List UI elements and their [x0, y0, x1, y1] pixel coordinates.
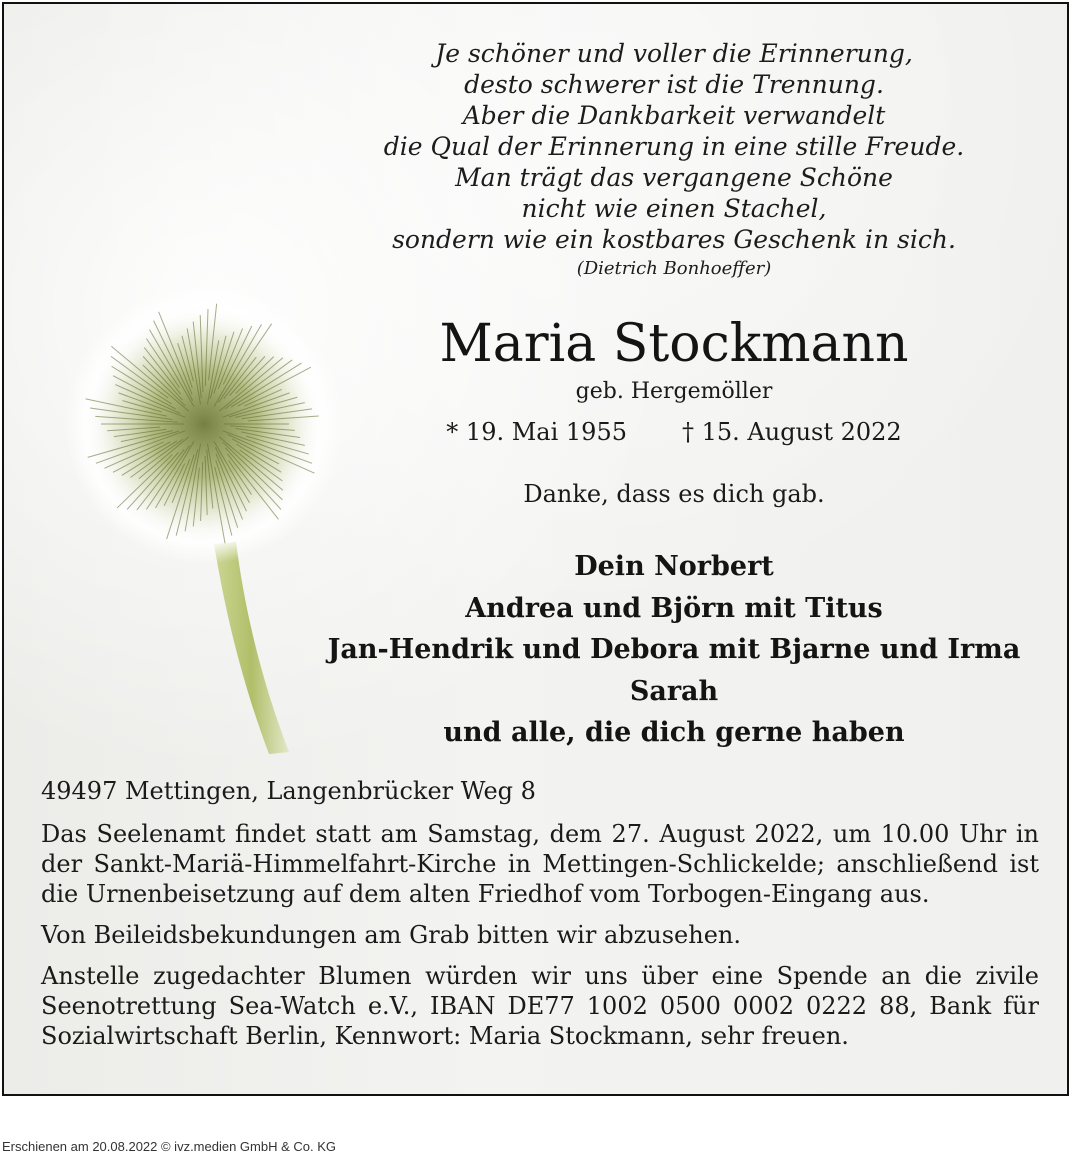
death-date: † 15. August 2022: [682, 418, 902, 446]
quote-author: (Dietrich Bonhoeffer): [576, 258, 772, 279]
life-dates: [324, 416, 1024, 448]
quote-line: sondern wie ein kostbares Geschenk in sich.: [392, 225, 956, 254]
notice-details: [41, 776, 1039, 1062]
quote-line: nicht wie einen Stachel,: [521, 194, 827, 223]
quote-line: Je schöner und voller die Erinnerung,: [435, 39, 913, 68]
donation-note: Anstelle zugedachter Blumen würden wir uns über eine Spende an die zivile Seenotrettung Sea-Watch e.V., IBAN DE77 1002 0500 0002 0222 88, Bank für Sozialwirtschaft Berlin, Kennwort: Maria Stockmann, sehr freuen.: [41, 962, 1039, 1050]
mourner: Dein Norbert: [574, 551, 774, 582]
quote-line: Aber die Dankbarkeit verwandelt: [462, 101, 886, 130]
quote-line: desto schwerer ist die Trennung.: [464, 70, 884, 99]
mourner: Jan-Hendrik und Debora mit Bjarne und Irma: [327, 634, 1021, 665]
mourner: Andrea und Björn mit Titus: [465, 592, 883, 624]
quote-line: die Qual der Erinnerung in eine stille Freude.: [383, 132, 965, 161]
publication-footer: Erschienen am 20.08.2022 © ivz.medien GmbH & Co. KG: [2, 1139, 337, 1154]
mourners-list: [294, 546, 1054, 754]
quote-line: Man trägt das vergangene Schöne: [455, 163, 893, 192]
deceased-name: Maria Stockmann: [439, 314, 909, 374]
thanks-line: Danke, dass es dich gab.: [523, 480, 825, 508]
condolence-note: Von Beileidsbekundungen am Grab bitten wir abzusehen.: [41, 921, 741, 949]
mourner: und alle, die dich gerne haben: [443, 717, 905, 748]
service-info: Das Seelenamt findet statt am Samstag, dem 27. August 2022, um 10.00 Uhr in der Sankt-Mariä-Himmelfahrt-Kirche in Mettingen-Schlickelde; anschließend ist die Urnenbeisetzung auf dem alten Friedhof vom Torbogen-Eingang aus.: [41, 820, 1039, 908]
obituary-notice: [2, 2, 1069, 1096]
birth-name: geb. Hergemöller: [575, 379, 773, 404]
address: 49497 Mettingen, Langenbrücker Weg 8: [41, 777, 536, 805]
bonhoeffer-quote: [324, 38, 1024, 283]
mourner: Sarah: [629, 675, 719, 707]
birth-date: * 19. Mai 1955: [446, 418, 627, 446]
